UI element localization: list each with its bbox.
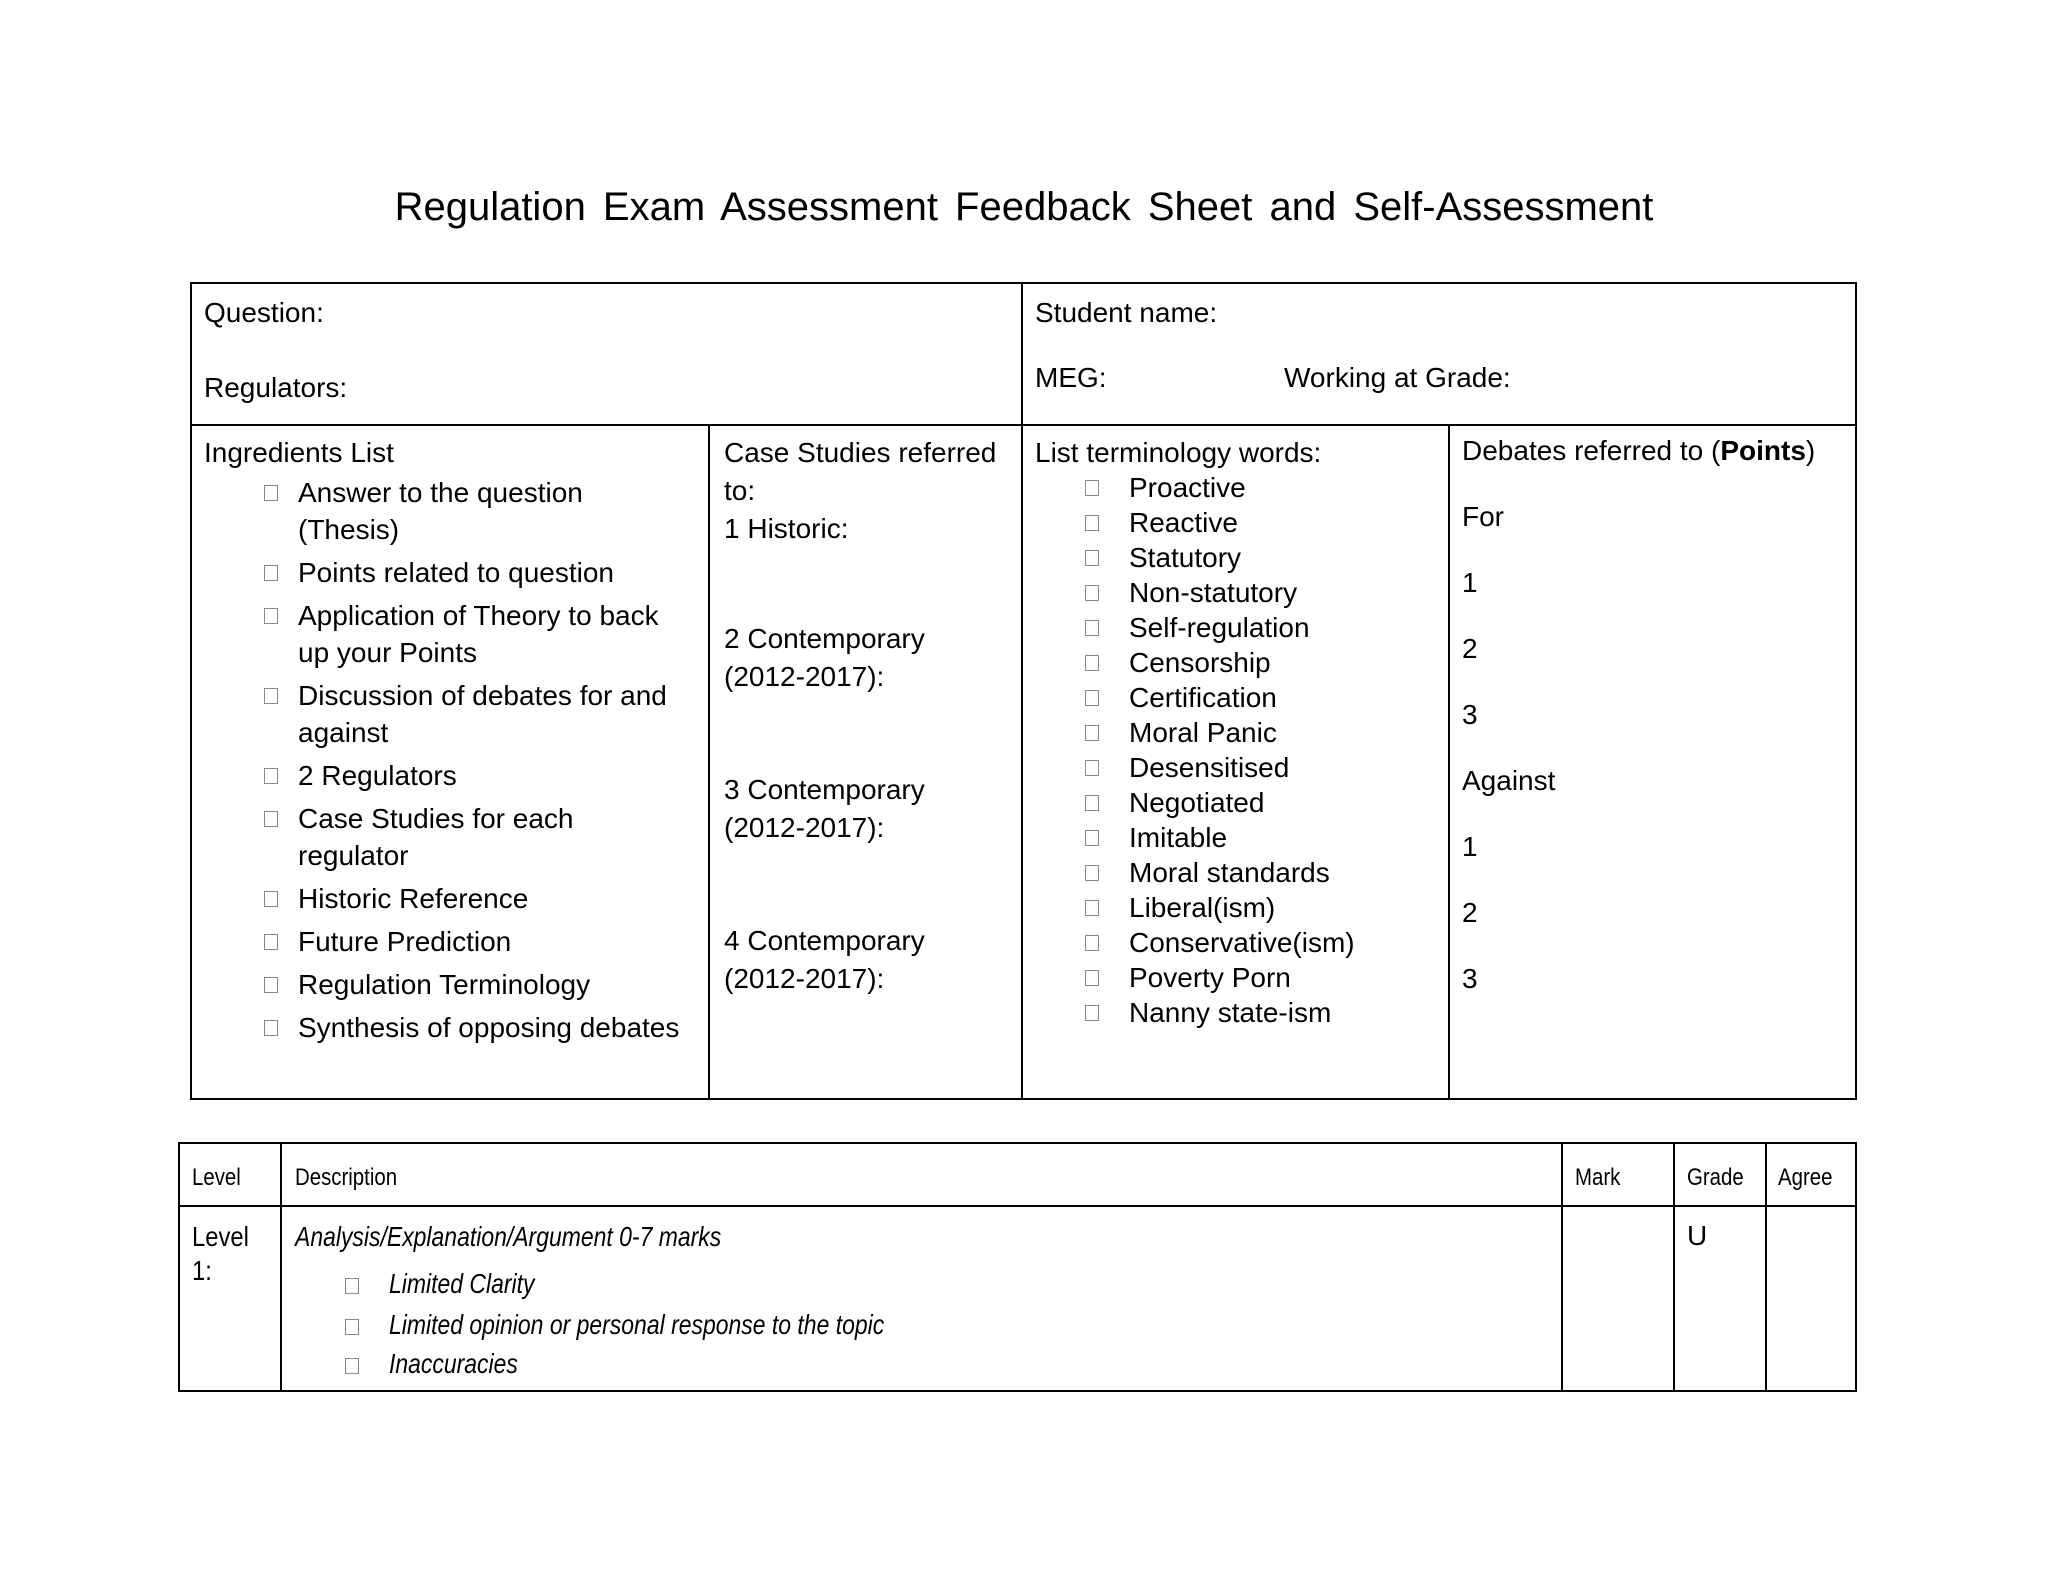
ingredient-text: Future Prediction — [298, 926, 512, 957]
criteria-item — [357, 1309, 993, 1341]
ingredient-item — [204, 880, 704, 917]
checkbox-icon[interactable] — [345, 1358, 359, 1374]
checkbox-icon[interactable] — [1085, 620, 1099, 636]
checkbox-icon[interactable] — [1085, 480, 1099, 496]
terminology-item — [1035, 750, 1445, 785]
ingredient-text: regulator — [298, 840, 409, 871]
checkbox-icon[interactable] — [1085, 1005, 1099, 1021]
terminology-item — [1035, 645, 1445, 680]
checkbox-icon[interactable] — [264, 565, 278, 581]
terminology-item — [1035, 890, 1445, 925]
divider — [1765, 1144, 1767, 1392]
checkbox-icon[interactable] — [264, 891, 278, 907]
checkbox-icon[interactable] — [1085, 550, 1099, 566]
ingredient-text: 2 Regulators — [298, 760, 457, 791]
checkbox-icon[interactable] — [264, 1020, 278, 1036]
terminology-text: Reactive — [1129, 507, 1238, 538]
terminology-text: Moral standards — [1129, 857, 1330, 888]
ingredient-item — [204, 757, 704, 794]
terminology-item — [1035, 470, 1445, 505]
checkbox-icon[interactable] — [1085, 970, 1099, 986]
feedback-table — [190, 282, 1857, 1100]
ingredient-text: Answer to the question — [298, 477, 583, 508]
terminology-item — [1035, 855, 1445, 890]
ingredient-text: (Thesis) — [298, 514, 400, 545]
divider — [1561, 1144, 1563, 1392]
case-study-historic: 1 Historic: — [724, 513, 849, 544]
divider — [180, 1205, 1857, 1207]
ingredient-text: Synthesis of opposing debates — [298, 1012, 680, 1043]
level-1-summary: Analysis/Explanation/Argument 0-7 marks — [295, 1221, 722, 1252]
terminology-text: Certification — [1129, 682, 1277, 713]
ingredient-text: Discussion of debates for and — [298, 680, 667, 711]
terminology-item — [1035, 540, 1445, 575]
header-grade: Grade — [1687, 1164, 1744, 1191]
ingredients-list — [204, 474, 704, 1046]
debate-against-number: 2 — [1462, 897, 1478, 928]
divider — [280, 1144, 282, 1392]
debates-heading: Debates referred to (Points) — [1462, 435, 1816, 466]
terminology-item — [1035, 785, 1445, 820]
question-label: Question: — [204, 297, 324, 328]
checkbox-icon[interactable] — [1085, 515, 1099, 531]
regulators-label: Regulators: — [204, 372, 348, 403]
level-1-label: Level 1: — [192, 1221, 249, 1286]
terminology-item — [1035, 995, 1445, 1030]
checkbox-icon[interactable] — [1085, 690, 1099, 706]
terminology-item — [1035, 575, 1445, 610]
terminology-item — [1035, 680, 1445, 715]
checkbox-icon[interactable] — [1085, 760, 1099, 776]
debates-for-label: For — [1462, 501, 1504, 532]
header-description: Description — [295, 1164, 398, 1191]
ingredient-text: Application of Theory to back — [298, 600, 659, 631]
case-studies-heading: Case Studies referred — [724, 437, 997, 468]
ingredient-text: Historic Reference — [298, 883, 529, 914]
ingredient-text: against — [298, 717, 389, 748]
terminology-text: Poverty Porn — [1129, 962, 1291, 993]
checkbox-icon[interactable] — [1085, 725, 1099, 741]
checkbox-icon[interactable] — [264, 811, 278, 827]
terminology-text: Self-regulation — [1129, 612, 1310, 643]
checkbox-icon[interactable] — [1085, 865, 1099, 881]
terminology-item — [1035, 505, 1445, 540]
terminology-text: Nanny state-ism — [1129, 997, 1332, 1028]
terminology-heading: List terminology words: — [1035, 437, 1322, 468]
checkbox-icon[interactable] — [1085, 655, 1099, 671]
checkbox-icon[interactable] — [264, 934, 278, 950]
criteria-text: Limited Clarity — [389, 1268, 535, 1299]
level-1-grade: U — [1687, 1220, 1708, 1251]
criteria-text: Inaccuracies — [389, 1348, 518, 1379]
debate-against-number: 3 — [1462, 963, 1478, 994]
checkbox-icon[interactable] — [345, 1319, 359, 1335]
levels-table — [178, 1142, 1857, 1392]
case-study-4-dates: (2012-2017): — [724, 963, 885, 994]
terminology-item — [1035, 610, 1445, 645]
level-1-criteria — [295, 1254, 1555, 1384]
terminology-item — [1035, 715, 1445, 750]
checkbox-icon[interactable] — [345, 1278, 359, 1294]
divider — [192, 424, 1857, 426]
debates-against-label: Against — [1462, 765, 1556, 796]
terminology-cell — [1035, 436, 1445, 1030]
checkbox-icon[interactable] — [264, 768, 278, 784]
ingredient-item — [204, 966, 704, 1003]
checkbox-icon[interactable] — [264, 485, 278, 501]
ingredient-item — [204, 800, 704, 874]
case-studies-cell — [724, 436, 1014, 996]
case-study-3: 3 Contemporary — [724, 774, 925, 805]
debate-for-number: 2 — [1462, 633, 1478, 664]
checkbox-icon[interactable] — [1085, 900, 1099, 916]
ingredient-item — [204, 597, 704, 671]
page-title: Regulation Exam Assessment Feedback Sheet and Self-Assessment — [394, 185, 1654, 229]
terminology-text: Moral Panic — [1129, 717, 1277, 748]
debate-against-number: 1 — [1462, 831, 1478, 862]
divider — [1021, 284, 1023, 1100]
terminology-text: Liberal(ism) — [1129, 892, 1276, 923]
checkbox-icon[interactable] — [1085, 585, 1099, 601]
case-study-2-dates: (2012-2017): — [724, 661, 885, 692]
debates-cell — [1462, 434, 1852, 996]
ingredient-item — [204, 1009, 704, 1046]
checkbox-icon[interactable] — [264, 688, 278, 704]
terminology-text: Desensitised — [1129, 752, 1290, 783]
terminology-text: Conservative(ism) — [1129, 927, 1355, 958]
debate-for-number: 3 — [1462, 699, 1478, 730]
checkbox-icon[interactable] — [1085, 935, 1099, 951]
divider — [1448, 424, 1450, 1100]
ingredient-text: up your Points — [298, 637, 477, 668]
case-study-2: 2 Contemporary — [724, 623, 925, 654]
header-agree: Agree — [1778, 1164, 1833, 1191]
terminology-text: Proactive — [1129, 472, 1246, 503]
terminology-item — [1035, 820, 1445, 855]
ingredient-item — [204, 474, 704, 548]
criteria-item — [357, 1348, 546, 1380]
ingredient-text: Case Studies for each — [298, 803, 574, 834]
ingredient-text: Regulation Terminology — [298, 969, 591, 1000]
terminology-text: Negotiated — [1129, 787, 1265, 818]
terminology-text: Non-statutory — [1129, 577, 1298, 608]
ingredient-text: Points related to question — [298, 557, 614, 588]
checkbox-icon[interactable] — [264, 608, 278, 624]
case-studies-heading-cont: to: — [724, 475, 756, 506]
ingredients-heading: Ingredients List — [204, 437, 394, 468]
criteria-text: Limited opinion or personal response to the topic — [389, 1309, 885, 1340]
working-grade-label: Working at Grade: — [1284, 362, 1511, 393]
debate-for-number: 1 — [1462, 567, 1478, 598]
student-name-label: Student name: — [1035, 297, 1218, 328]
meg-label: MEG: — [1035, 362, 1107, 393]
header-mark: Mark — [1575, 1164, 1621, 1191]
ingredient-item — [204, 677, 704, 751]
ingredient-item — [204, 554, 704, 591]
terminology-list — [1035, 470, 1445, 1030]
level-1-description — [295, 1220, 1555, 1384]
header-level: Level — [192, 1164, 241, 1191]
terminology-item — [1035, 925, 1445, 960]
terminology-text: Statutory — [1129, 542, 1242, 573]
debates-for-list — [1462, 566, 1852, 732]
case-study-4: 4 Contemporary — [724, 925, 925, 956]
terminology-item — [1035, 960, 1445, 995]
criteria-item — [357, 1268, 566, 1300]
checkbox-icon[interactable] — [1085, 795, 1099, 811]
checkbox-icon[interactable] — [1085, 830, 1099, 846]
terminology-text: Imitable — [1129, 822, 1228, 853]
ingredients-cell — [204, 436, 704, 1052]
divider — [708, 424, 710, 1100]
checkbox-icon[interactable] — [264, 977, 278, 993]
divider — [1673, 1144, 1675, 1392]
case-study-3-dates: (2012-2017): — [724, 812, 885, 843]
terminology-text: Censorship — [1129, 647, 1271, 678]
debates-against-list — [1462, 830, 1852, 996]
ingredient-item — [204, 923, 704, 960]
